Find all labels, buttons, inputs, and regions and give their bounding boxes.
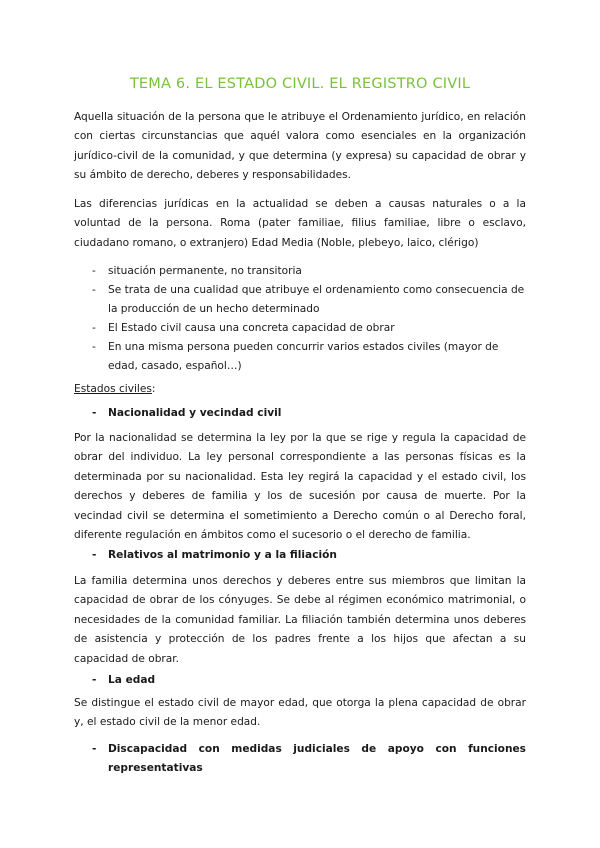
estados-civiles-underlined: Estados civiles — [74, 383, 152, 395]
bullet-item — [92, 319, 526, 338]
bullet-dash: - — [92, 743, 97, 755]
estados-civiles-colon: : — [151, 383, 156, 395]
section-paragraph: La familia determina unos derechos y deberes entre sus miembros que limitan la capacidad de obrar de los cónyuges. Se debe al régimen económico matrimonial, o necesidades de la comunidad familiar. La filiación también determina unos deberes de asistencia y protección de los padres frente a los hijos que afectan a su capacidad de obrar. — [74, 575, 526, 665]
section-heading-text: Discapacidad con medidas judiciales de apoyo con funciones representativas — [108, 743, 526, 775]
section-heading-text: Nacionalidad y vecindad civil — [108, 407, 282, 419]
section-heading — [92, 740, 526, 779]
bullet-dash: - — [92, 674, 97, 686]
section-heading — [92, 404, 526, 423]
bullet-dash: - — [92, 549, 97, 561]
bullet-item — [92, 281, 526, 320]
estados-civiles-label — [74, 380, 526, 399]
bullet-item — [92, 338, 526, 377]
page-title: TEMA 6. EL ESTADO CIVIL. EL REGISTRO CIVIL — [129, 76, 471, 92]
section-heading-text: Relativos al matrimonio y a la filiación — [108, 549, 337, 561]
bullet-dash: - — [92, 265, 96, 277]
section-heading — [92, 546, 526, 565]
bullet-item — [92, 262, 526, 281]
bullet-dash: - — [92, 341, 96, 353]
bullet-text: El Estado civil causa una concreta capacidad de obrar — [108, 322, 395, 334]
intro-paragraph: Aquella situación de la persona que le atribuye el Ordenamiento jurídico, en relación con ciertas circunstancias que aquél valora como esenciales en la organización jurídico-civil de la comunidad, y que determina (y expresa) su capacidad de obrar y su ámbito de derecho, deberes y responsabilidades. — [74, 111, 526, 182]
section-heading — [92, 671, 526, 690]
section-paragraph: Se distingue el estado civil de mayor edad, que otorga la plena capacidad de obrar y, el estado civil de la menor edad. — [74, 697, 526, 729]
section-heading-text: La edad — [108, 674, 156, 686]
bullet-text: situación permanente, no transitoria — [108, 265, 302, 277]
bullet-dash: - — [92, 322, 96, 334]
bullet-dash: - — [92, 407, 97, 419]
section-paragraph: Por la nacionalidad se determina la ley por la que se rige y regula la capacidad de obrar del individuo. La ley personal correspondiente a las personas físicas es la determinada por su nacionalidad. Esta ley regirá la capacidad y el estado civil, los derechos y deberes de familia y los de sucesión por causa de muerte. Por la vecindad civil se determina el sometimiento a Derecho común o al Derecho foral, diferente regulación en ámbitos como el sucesorio o el derecho de familia. — [74, 432, 526, 542]
bullet-dash: - — [92, 284, 96, 296]
bullet-text: En una misma persona pueden concurrir varios estados civiles (mayor de edad, casado, español…) — [108, 341, 499, 373]
bullet-text: Se trata de una cualidad que atribuye el ordenamiento como consecuencia de la producción de un hecho determinado — [108, 284, 525, 316]
differences-paragraph: Las diferencias jurídicas en la actualidad se deben a causas naturales o a la voluntad de la persona. Roma (pater familiae, filius familiae, libre o esclavo, ciudadano romano, o extranjero) Edad Media (Noble, plebeyo, laico, clérigo) — [74, 198, 526, 249]
